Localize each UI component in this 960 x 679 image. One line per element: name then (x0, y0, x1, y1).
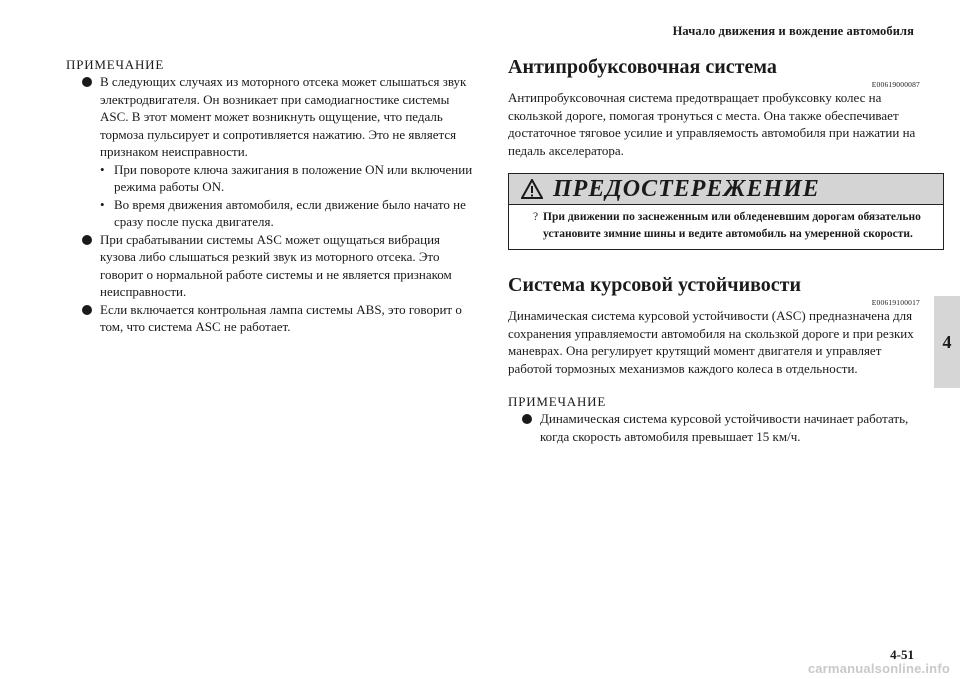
note-subitem-text: Во время движения автомобиля, если движение было начато не сразу после пуска двигателя. (114, 196, 466, 229)
bullet-dot-icon (522, 414, 532, 424)
note-subitem (100, 161, 476, 196)
note-bullet (66, 73, 476, 231)
watermark: carmanualsonline.info (807, 661, 950, 676)
sub-bullet-mark: • (100, 161, 105, 177)
note-bullet-text: Если включается контрольная лампа системы ABS, это говорит о том, что система ASC не работает. (100, 301, 462, 334)
note-label: ПРИМЕЧАНИЕ (508, 394, 607, 409)
section-asc (508, 274, 920, 377)
page-header-title: Начало движения и вождение автомобиля (672, 24, 914, 38)
note-bullet (66, 231, 476, 301)
bullet-dot-icon (82, 305, 92, 315)
warning-box (508, 173, 944, 250)
warning-header (509, 174, 943, 205)
note-subitem (100, 196, 476, 231)
section-title: Антипробуксовочная система (508, 56, 777, 78)
warning-body (509, 205, 943, 249)
note-bullet-text: При срабатывании системы ASC может ощущаться вибрация кузова либо слышаться резкий звук из моторного отсека. Это говорит о нормальной работе системы и не является признаком неисправности. (100, 231, 452, 299)
sub-bullet-mark: • (100, 196, 105, 212)
section-code: E00619000087 (871, 80, 920, 89)
section-code: E00619100017 (871, 298, 920, 307)
note-bullet (66, 301, 476, 336)
right-note (508, 393, 920, 445)
note-bullet-text: В следующих случаях из моторного отсека может слышаться звук электродвигателя. Он возникает при самодиагностике системы ASC. В этот момент может возникнуть ощущение, что педаль тормоза пульсирует и сопротивляется нажатию. Это не является признаком неисправности. (100, 74, 467, 159)
note-bullet (508, 410, 920, 445)
right-column (508, 56, 920, 445)
section-text: Антипробуксовочная система предотвращает пробуксовку колес на скользкой дороге, помогая тронуться с места. Она также обеспечивает достаточное тяговое усилие и управляемость автомобиля при нажатии на педаль акселератора. (508, 90, 916, 158)
chapter-tab: 4 (934, 296, 960, 388)
note-bullet-text: Динамическая система курсовой устойчивости начинает работать, когда скорость автомобиля превышает 15 км/ч. (540, 411, 909, 444)
warning-text: При движении по заснеженным или обледеневшим дорогам обязательно установите зимние шины и ведите автомобиль на умеренной скорости. (543, 211, 921, 240)
warning-title: ПРЕДОСТЕРЕЖЕНИЕ (553, 175, 820, 202)
page-number: 4-51 (890, 647, 914, 662)
warning-triangle-icon (521, 179, 543, 199)
section-text: Динамическая система курсовой устойчивости (ASC) предназначена для сохранения управляемости автомобиля на скользкой дороге и при резких маневрах. Она регулирует крутящий момент двигателя и управляет работой тормозных механизмов каждого колеса в отдельности. (508, 308, 914, 376)
left-column (66, 56, 476, 336)
note-subitem-text: При повороте ключа зажигания в положение ON или включении режима работы ON. (114, 161, 473, 194)
note-label: ПРИМЕЧАНИЕ (66, 57, 165, 72)
bullet-dot-icon (82, 235, 92, 245)
bullet-dot-icon (82, 77, 92, 87)
section-title: Система курсовой устойчивости (508, 274, 801, 296)
warning-item-mark: ? (533, 211, 539, 223)
